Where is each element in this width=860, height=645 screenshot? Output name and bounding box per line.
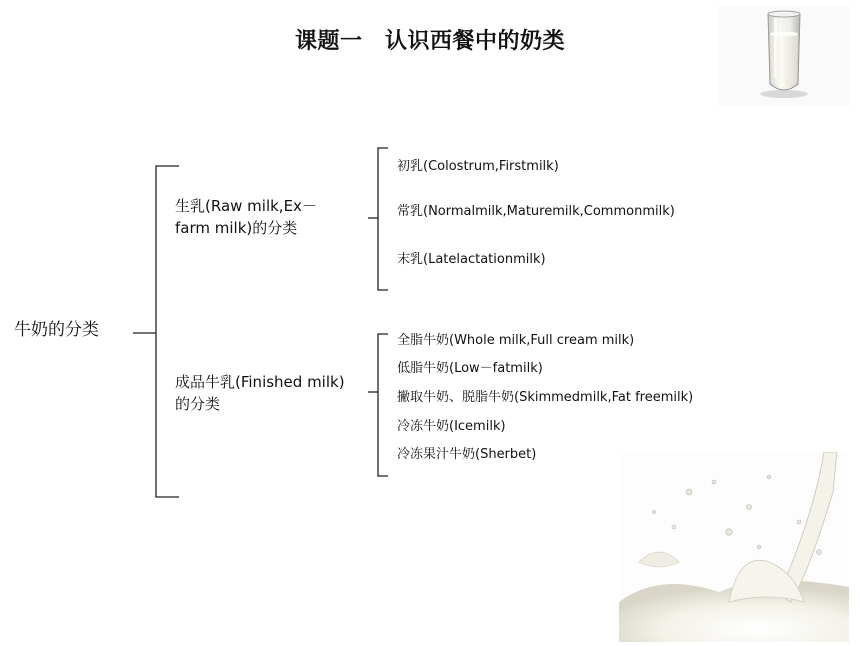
- leaf-item: 初乳(Colostrum,Firstmilk): [397, 159, 559, 174]
- leaf-item: 全脂牛奶(Whole milk,Full cream milk): [397, 333, 635, 348]
- milk-glass-icon: [718, 6, 850, 106]
- leaf-item: 常乳(Normalmilk,Maturemilk,Commonmilk): [397, 204, 675, 219]
- finished-bracket: [378, 334, 388, 476]
- leaf-item: 冷冻果汁牛奶(Sherbet): [397, 447, 537, 462]
- leaf-item: 撇取牛奶、脱脂牛奶(Skimmedmilk,Fat freemilk): [397, 390, 694, 405]
- finished-milk-category: 成品牛乳(Finished milk)的分类: [175, 373, 345, 413]
- leaf-item: 低脂牛奶(Low－fatmilk): [397, 361, 543, 376]
- page-title: 课题一 认识西餐中的奶类: [294, 29, 565, 54]
- raw-milk-category: 生乳(Raw milk,Ex－farm milk)的分类: [175, 197, 317, 237]
- milk-splash-icon: [619, 452, 849, 642]
- leaf-item: 冷冻牛奶(Icemilk): [397, 419, 506, 434]
- leaf-item: 末乳(Latelactationmilk): [397, 252, 546, 267]
- root-node: 牛奶的分类: [14, 320, 99, 340]
- raw-bracket: [378, 148, 388, 290]
